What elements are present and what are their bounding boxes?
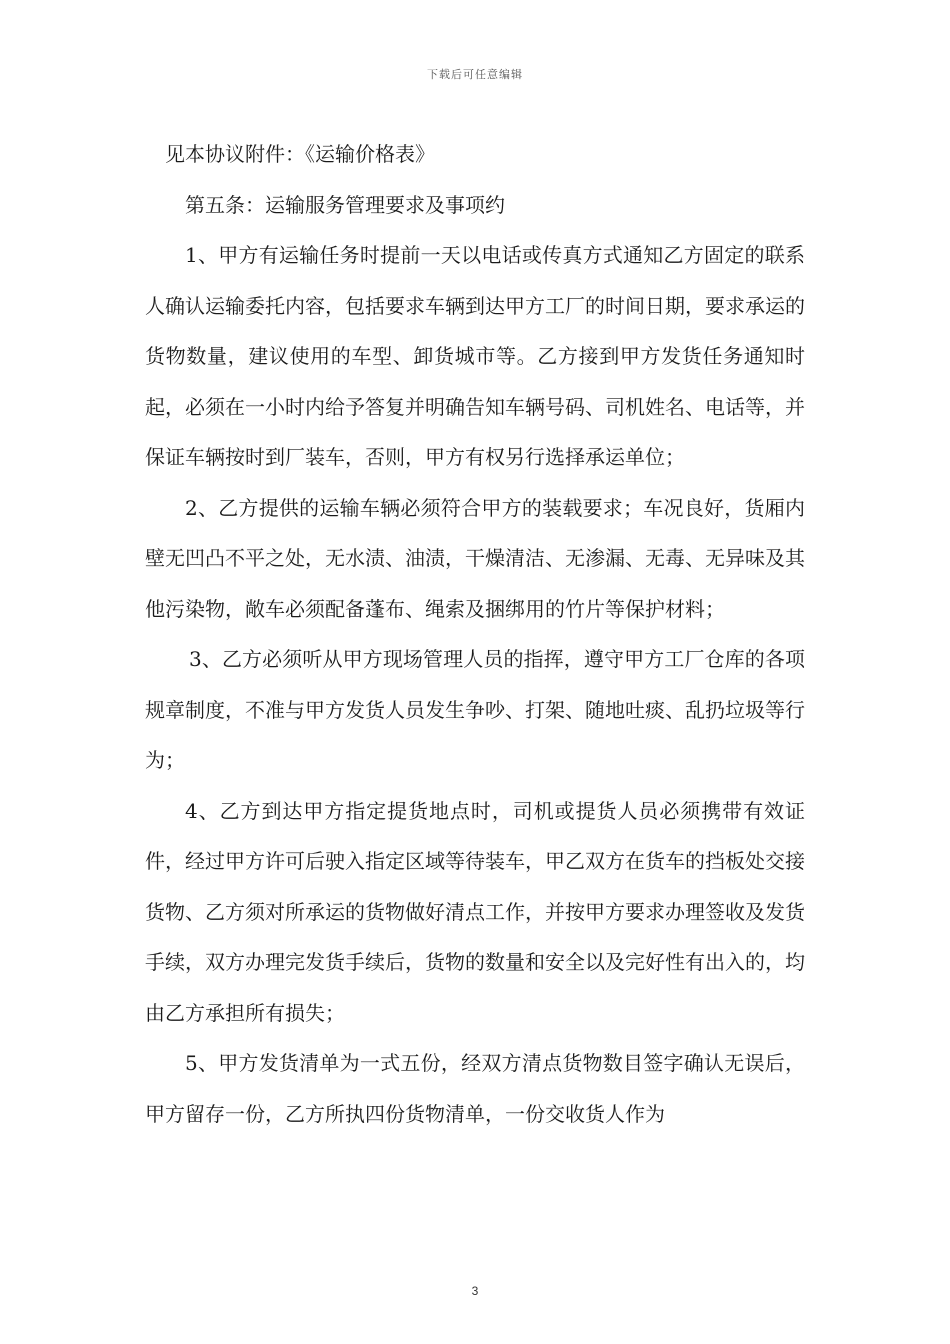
- article-five-heading: 第五条：运输服务管理要求及事项约: [185, 192, 505, 217]
- page-number: 3: [471, 1284, 479, 1298]
- clause-3: 3、乙方必须听从甲方现场管理人员的指挥，遵守甲方工厂仓库的各项规章制度，不准与甲方发货人员发生争吵、打架、随地吐痰、乱扔垃圾等行为；: [145, 647, 805, 772]
- clause-2: 2、乙方提供的运输车辆必须符合甲方的装载要求；车况良好，货厢内壁无凹凸不平之处，无水渍、油渍，干燥清洁、无渗漏、无毒、无异味及其他污染物，敞车必须配备蓬布、绳索及捆绑用的竹片等保护材料；: [145, 495, 805, 621]
- clause-1: 1、甲方有运输任务时提前一天以电话或传真方式通知乙方固定的联系人确认运输委托内容，包括要求车辆到达甲方工厂的时间日期，要求承运的货物数量，建议使用的车型、卸货城市等。乙方接到甲方发货任务通知时起，必须在一小时内给予答复并明确告知车辆号码、司机姓名、电话等，并保证车辆按时到厂装车，否则，甲方有权另行选择承运单位；: [145, 243, 805, 469]
- attachment-reference: 见本协议附件：《运输价格表》: [165, 142, 435, 166]
- clause-4: 4、乙方到达甲方指定提货地点时，司机或提货人员必须携带有效证件，经过甲方许可后驶入指定区域等待装车，甲乙双方在货车的挡板处交接货物、乙方须对所承运的货物做好清点工作，并按甲方要求办理签收及发货手续，双方办理完发货手续后，货物的数量和安全以及完好性有出入的，均由乙方承担所有损失；: [145, 798, 805, 1025]
- clause-5: 5、甲方发货清单为一式五份，经双方清点货物数目签字确认无误后，甲方留存一份，乙方所执四份货物清单，一份交收货人作为: [145, 1051, 805, 1126]
- header-note: 下载后可任意编辑: [427, 68, 523, 81]
- document-body: [145, 129, 805, 1139]
